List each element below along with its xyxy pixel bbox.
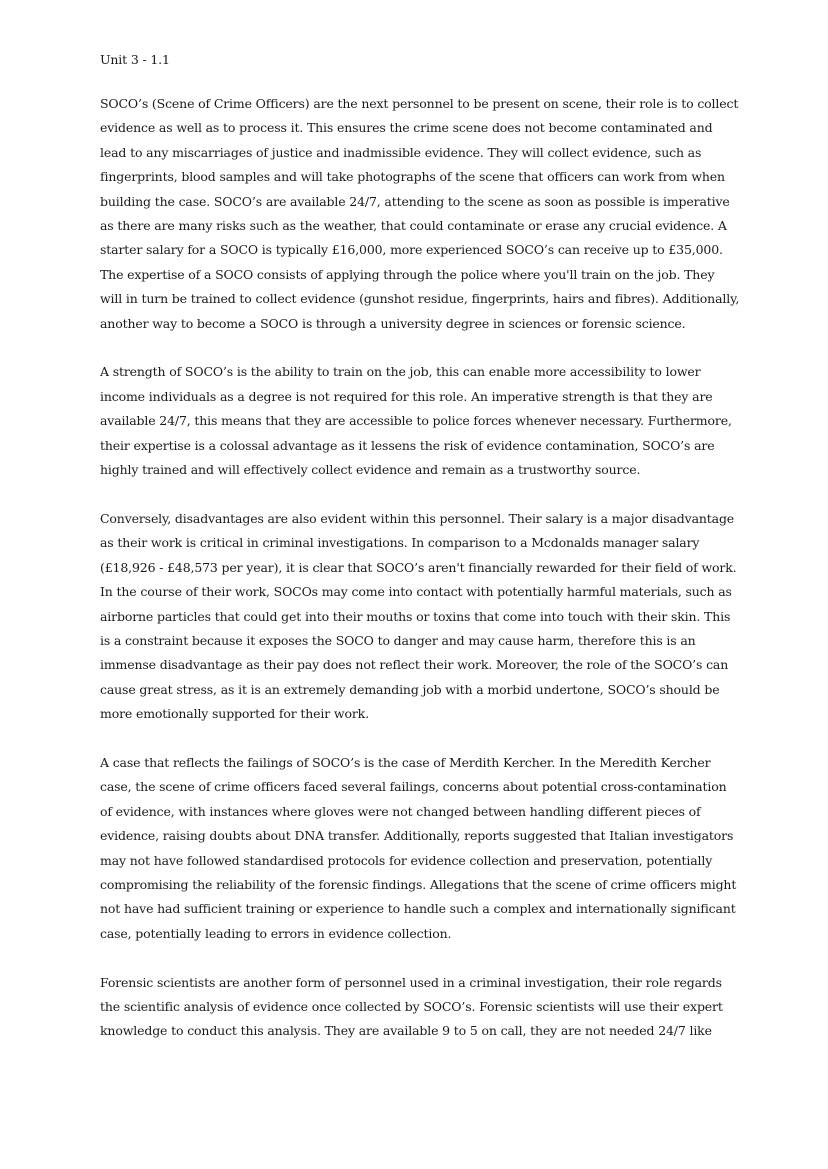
document-page [100,52,740,1068]
paragraph-forensic-scientists: Forensic scientists are another form of personnel used in a criminal investigation, their role regards the scientific analysis of evidence once collected by SOCO’s. Forensic scientists will use their expert knowledge to conduct this analysis. They are available 9 to 5 on call, they are not needed 24/7 like [100,974,723,1039]
paragraph-kercher-case: A case that reflects the failings of SOCO’s is the case of Merdith Kercher. In the Meredith Kercher case, the scene of crime officers faced several failings, concerns about potential cross-contamination of evidence, with instances where gloves were not changed between handling different pieces of evidence, raising doubts about DNA transfer. Additionally, reports suggested that Italian investigators may not have followed standardised protocols for evidence collection and preservation, potentially compromising the reliability of the forensic findings. Allegations that the scene of crime officers might not have had sufficient training or experience to handle such a complex and internationally significant case, potentially leading to errors in evidence collection. [100,754,737,941]
paragraph-soco-strengths: A strength of SOCO’s is the ability to train on the job, this can enable more accessibility to lower income individuals as a degree is not required for this role. An imperative strength is that they are available 24/7, this means that they are accessible to police forces whenever necessary. Furthermore, their expertise is a colossal advantage as it lessens the risk of evidence contamination, SOCO’s are highly trained and will effectively collect evidence and remain as a trustworthy source. [100,364,732,478]
document-heading: Unit 3 - 1.1 [100,52,170,67]
paragraph-soco-role: SOCO’s (Scene of Crime Officers) are the next personnel to be present on scene, their role is to collect evidence as well as to process it. This ensures the crime scene does not become contaminated and lead to any miscarriages of justice and inadmissible evidence. They will collect evidence, such as fingerprints, blood samples and will take photographs of the scene that officers can work from when building the case. SOCO’s are available 24/7, attending to the scene as soon as possible is imperative as there are many risks such as the weather, that could contaminate or erase any crucial evidence. A starter salary for a SOCO is typically £16,000, more experienced SOCO’s can receive up to £35,000. The expertise of a SOCO consists of applying through the police where you'll train on the job. They will in turn be trained to collect evidence (gunshot residue, fingerprints, hairs and fibres). Additionally, another way to become a SOCO is through a university degree in sciences or forensic science. [100,96,740,331]
paragraph-soco-disadvantages: Conversely, disadvantages are also evident within this personnel. Their salary is a major disadvantage as their work is critical in criminal investigations. In comparison to a Mcdonalds manager salary (£18,926 - £48,573 per year), it is clear that SOCO’s aren't financially rewarded for their field of work. In the course of their work, SOCOs may come into contact with potentially harmful materials, such as airborne particles that could get into their mouths or toxins that come into touch with their skin. This is a constraint because it exposes the SOCO to danger and may cause harm, therefore this is an immense disadvantage as their pay does not reflect their work. Moreover, the role of the SOCO’s can cause great stress, as it is an extremely demanding job with a morbid undertone, SOCO’s should be more emotionally supported for their work. [100,510,737,722]
